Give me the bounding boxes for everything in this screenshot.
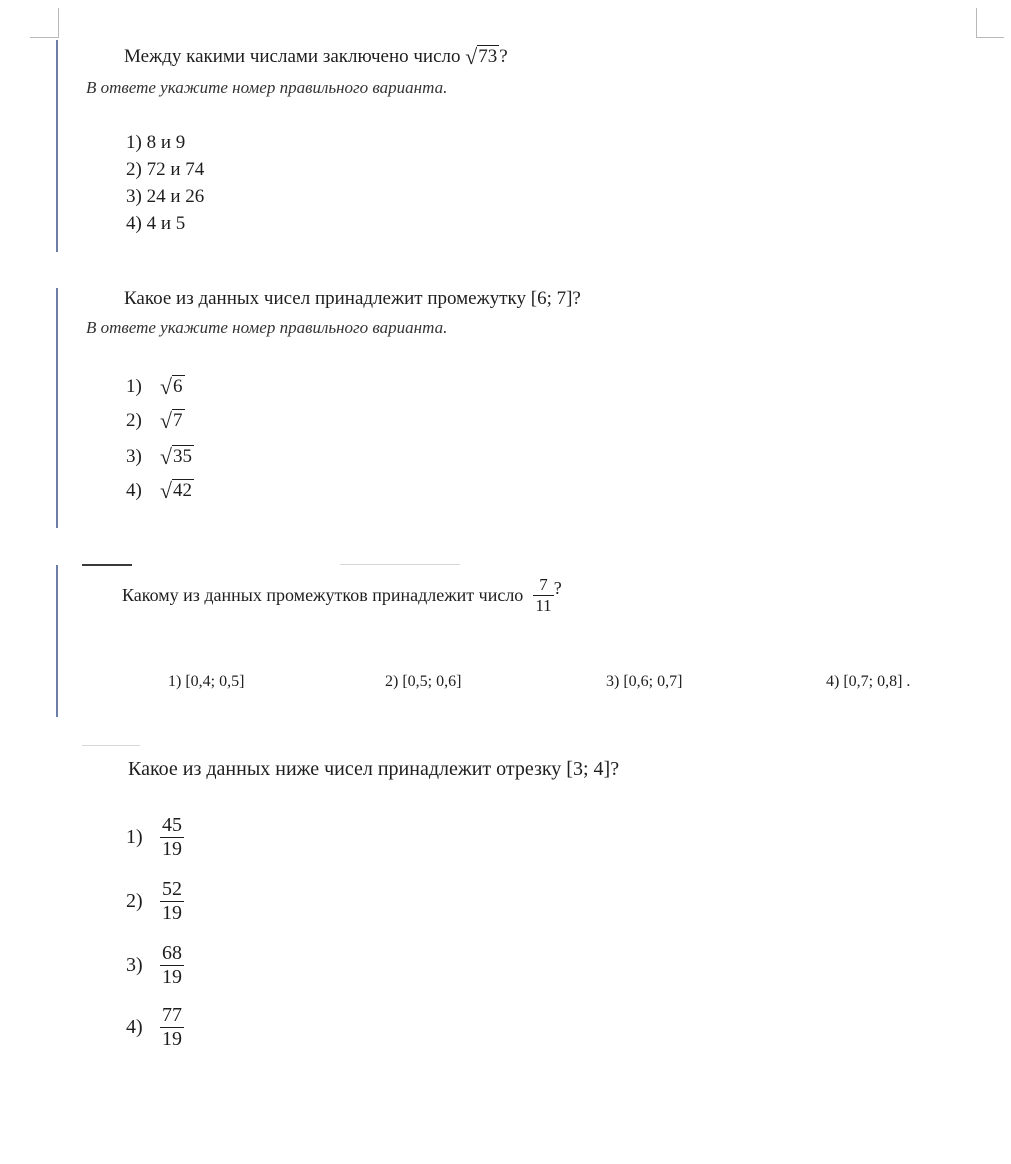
q3-option-3-label: 3)	[606, 673, 620, 690]
q2-option-3	[126, 446, 194, 469]
q1-option-2	[126, 159, 204, 181]
margin-bar-q3	[56, 565, 58, 717]
q4-option-3	[126, 943, 184, 988]
q2-option-3-sqrt	[160, 446, 194, 469]
q2-option-2-label: 2)	[126, 410, 142, 431]
q2-option-1	[126, 376, 185, 399]
q3-option-2-text: [0,5; 0,6]	[402, 673, 462, 690]
q4-option-1-denominator: 19	[162, 838, 182, 861]
q3-option-3-text: [0,6; 0,7]	[623, 673, 683, 690]
q1-option-3-text: 24 и 26	[146, 186, 205, 207]
q1-radicand: 73	[478, 46, 498, 67]
q1-option-1-label: 1)	[126, 132, 142, 153]
q4-option-4-denominator: 19	[162, 1028, 182, 1051]
sqrt-icon: √	[465, 45, 478, 69]
q1-option-4-text: 4 и 5	[146, 213, 186, 234]
page-corner-top-left-v	[58, 8, 59, 38]
q3-question-mark: ?	[553, 578, 562, 599]
q4-option-4-fraction	[160, 1005, 184, 1050]
q3-fraction-denominator: 11	[535, 596, 552, 616]
q1-option-2-text: 72 и 74	[146, 159, 205, 180]
q2-option-3-radicand: 35	[173, 446, 192, 467]
sqrt-icon: √	[160, 409, 172, 433]
q1-option-1	[126, 132, 185, 154]
q3-option-2	[385, 673, 461, 691]
margin-bar-q2	[56, 288, 58, 528]
q2-option-1-radicand: 6	[173, 376, 183, 397]
faint-divider-q3	[340, 564, 460, 565]
q1-option-3	[126, 186, 204, 208]
q3-option-4-text: [0,7; 0,8] .	[843, 673, 911, 690]
faint-divider-q4	[82, 745, 140, 746]
q4-option-2-numerator: 52	[162, 878, 182, 900]
q4-question: Какое из данных ниже чисел принадлежит отрезку [3; 4]?	[128, 758, 620, 780]
q1-option-2-label: 2)	[126, 159, 142, 180]
q4-option-3-numerator: 68	[162, 942, 182, 964]
q1-sqrt-expression	[465, 46, 499, 69]
q2-option-4-sqrt	[160, 480, 194, 503]
q3-option-4	[826, 673, 910, 691]
q3-option-3	[606, 673, 682, 691]
sqrt-icon: √	[160, 479, 172, 503]
q4-option-1-fraction	[160, 815, 184, 860]
q2-option-4-radicand: 42	[173, 480, 192, 501]
q4-option-3-label: 3)	[126, 954, 143, 977]
q3-option-1-text: [0,4; 0,5]	[185, 673, 245, 690]
q3-fraction	[533, 576, 553, 615]
q4-option-4-label: 4)	[126, 1016, 143, 1039]
q2-option-4-label: 4)	[126, 480, 142, 501]
q2-instruction: В ответе укажите номер правильного варианта.	[86, 318, 448, 337]
q4-option-1-numerator: 45	[162, 814, 182, 836]
q1-option-3-label: 3)	[126, 186, 142, 207]
sqrt-icon: √	[160, 445, 172, 469]
q2-option-3-label: 3)	[126, 446, 142, 467]
q1-question	[124, 46, 508, 69]
q2-option-2-sqrt	[160, 410, 185, 433]
sqrt-icon: √	[160, 375, 172, 399]
q1-option-4-label: 4)	[126, 213, 142, 234]
q1-option-1-text: 8 и 9	[146, 132, 186, 153]
q4-option-4	[126, 1005, 184, 1050]
q1-instruction: В ответе укажите номер правильного варианта.	[86, 78, 448, 97]
q4-option-2-denominator: 19	[162, 902, 182, 925]
q4-option-3-fraction	[160, 943, 184, 988]
q3-question	[122, 576, 562, 615]
margin-bar-q1	[56, 40, 58, 252]
q1-question-text: Между какими числами заключено число	[124, 46, 461, 67]
q1-option-4	[126, 213, 185, 235]
q4-option-3-denominator: 19	[162, 966, 182, 989]
q2-option-1-label: 1)	[126, 376, 142, 397]
q1-question-mark: ?	[499, 46, 508, 67]
q4-option-2	[126, 879, 184, 924]
q4-option-1-label: 1)	[126, 826, 143, 849]
q3-option-1	[168, 673, 244, 691]
q3-option-2-label: 2)	[385, 673, 399, 690]
page-corner-top-right-h	[976, 37, 1004, 38]
q2-option-2-radicand: 7	[173, 410, 183, 431]
divider-line	[82, 564, 132, 566]
q2-option-1-sqrt	[160, 376, 185, 399]
q2-question: Какое из данных чисел принадлежит промежутку [6; 7]?	[124, 288, 581, 309]
q4-option-2-label: 2)	[126, 890, 143, 913]
q3-question-text: Какому из данных промежутков принадлежит число	[122, 585, 524, 606]
page-corner-top-right-v	[976, 8, 977, 38]
q4-option-1	[126, 815, 184, 860]
q4-option-2-fraction	[160, 879, 184, 924]
q3-option-4-label: 4)	[826, 673, 840, 690]
q2-option-4	[126, 480, 194, 503]
q3-fraction-numerator: 7	[539, 575, 548, 594]
page-corner-top-left-h	[30, 37, 58, 38]
q2-option-2	[126, 410, 185, 433]
q4-option-4-numerator: 77	[162, 1004, 182, 1026]
q3-option-1-label: 1)	[168, 673, 182, 690]
